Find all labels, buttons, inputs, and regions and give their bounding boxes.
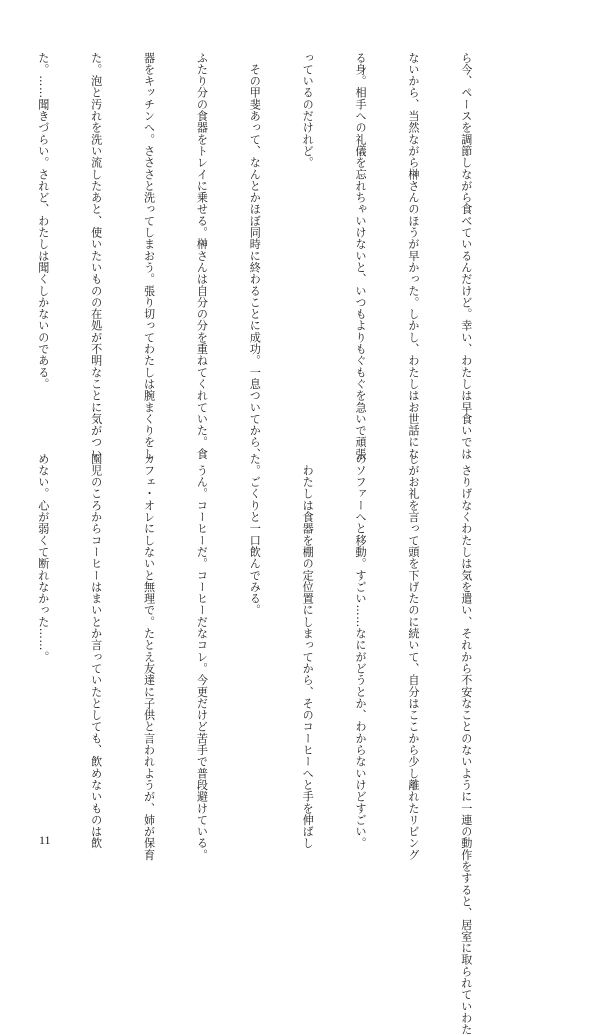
lower-column: 園児のころからコーヒーはまいとか言っていたとしても、飲めないものは飲 xyxy=(89,453,103,850)
lower-column: しがお礼を言って頭を下げたのに続いて、自分はここから少し離れたリビング xyxy=(406,453,420,861)
lower-column: のソファーへと移動。すごい……なにがどうとか、わからないけどすごい。 xyxy=(354,453,367,850)
lower-column: わたしは食器を棚の定位置にしまってから、そのコーヒーへと手を伸ばし xyxy=(301,453,315,850)
upper-column: る身。相手への礼儀を忘れちゃいけないと、いつもよりもぐもぐを急いで頑張 xyxy=(354,52,367,460)
upper-column: た。……聞きづらい。されど、わたしは聞くしかないのである。 xyxy=(36,52,50,390)
page-number: 11 xyxy=(39,833,51,847)
lower-column: めない。心が弱くて断れなかった……。 xyxy=(36,453,50,663)
lower-column: た。ごくりと一口飲んでみる。 xyxy=(248,453,262,617)
upper-column: ないから、当然ながら榊さんのほうが早かった。しかし、わたしはお世話にな xyxy=(406,52,420,460)
lower-column: カフェ・オレにしないと無理で。たとえ友達に子供と言われようが、姉が保育 xyxy=(142,453,156,861)
upper-column: た。泡と汚れを洗い流したあと、使いたいものの在処が不明なことに気がつい xyxy=(89,52,103,460)
upper-column: っているのだけれど。 xyxy=(301,52,315,169)
lower-column: さりげなくわたしは気を遣い、それから不安なことのないように一連の動作をすると、居室に取られていわた xyxy=(459,453,473,1036)
upper-column: その甲斐あって、なんとかほぼ同時に終わることに成功。一息ついてから、 xyxy=(248,52,262,460)
upper-column: 器をキッチンへ。さささと洗ってしまおう。張り切ってわたしは腕まくりをし xyxy=(142,52,156,460)
upper-column: ら今、ペースを調節しながら食べているんだけど。幸い、わたしは早食いでは xyxy=(459,52,473,460)
lower-column: うん。コーヒーだ。コーヒーだなコレ。今更だけど苦手で普段避けている。 xyxy=(195,453,209,861)
upper-text-block xyxy=(36,52,510,460)
upper-column: ふたり分の食器をトレイに乗せる。榊さんは自分の分を重ねてくれていた。食 xyxy=(195,52,209,460)
